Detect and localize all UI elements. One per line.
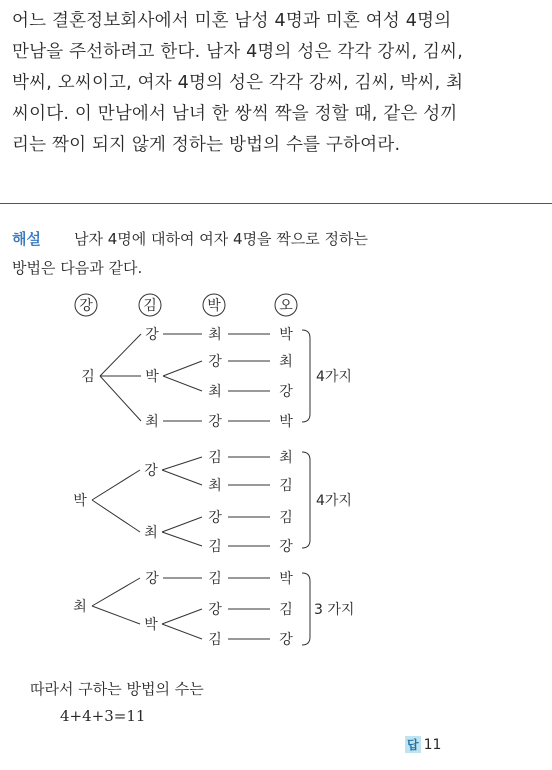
conclusion-text: 따라서 구하는 방법의 수는 [30, 680, 204, 698]
answer-value: 11 [423, 737, 442, 753]
tree-node: 강 [279, 632, 293, 648]
tree-node: 박 [144, 617, 158, 633]
header-gang: 강 [79, 298, 93, 314]
tree-node: 강 [279, 384, 293, 400]
tree-node: 강 [145, 327, 159, 343]
problem-line: 만남을 주선하려고 한다. 남자 4명의 성은 각각 강씨, 김씨, [12, 42, 464, 62]
group-count: 4가지 [316, 369, 352, 385]
tree-node: 강 [144, 463, 158, 479]
solution-intro-line2: 방법은 다음과 같다. [12, 259, 143, 277]
tree-node: 김 [279, 478, 293, 494]
tree-node: 강 [279, 539, 293, 555]
tree-node: 강 [208, 414, 222, 430]
tree-node: 최 [144, 525, 158, 541]
tree-node: 강 [208, 354, 222, 370]
tree-node: 김 [279, 602, 293, 618]
tree-root: 최 [73, 599, 87, 615]
tree-node: 박 [279, 571, 293, 587]
solution-intro-line1: 남자 4명에 대하여 여자 4명을 짝으로 정하는 [74, 230, 369, 248]
header-gim: 김 [143, 298, 157, 314]
tree-node: 김 [208, 571, 222, 587]
problem-line: 어느 결혼정보회사에서 미혼 남성 4명과 미혼 여성 4명의 [12, 11, 452, 31]
tree-root: 김 [81, 369, 95, 385]
tree-root: 박 [73, 493, 87, 509]
header-bak: 박 [207, 298, 221, 314]
tree-node: 최 [208, 478, 222, 494]
header-o: 오 [279, 298, 293, 314]
tree-node: 박 [145, 369, 159, 385]
tree-node: 김 [279, 510, 293, 526]
problem-line: 씨이다. 이 만남에서 남녀 한 쌍씩 짝을 정할 때, 같은 성끼 [12, 104, 458, 124]
tree-node: 박 [279, 327, 293, 343]
problem-line: 박씨, 오씨이고, 여자 4명의 성은 각각 강씨, 김씨, 박씨, 최 [12, 73, 464, 93]
answer-badge: 답 [407, 738, 419, 752]
tree-node: 최 [208, 384, 222, 400]
tree-node: 김 [208, 539, 222, 555]
tree-node: 최 [279, 354, 293, 370]
answer [405, 736, 441, 753]
tree-node: 강 [145, 571, 159, 587]
tree-node: 김 [208, 632, 222, 648]
tree-node: 강 [208, 602, 222, 618]
tree-node: 강 [208, 510, 222, 526]
tree-node: 박 [279, 414, 293, 430]
group-count: 3 가지 [314, 602, 355, 618]
problem-line: 리는 짝이 되지 않게 정하는 방법의 수를 구하여라. [12, 135, 401, 155]
tree-node: 김 [208, 450, 222, 466]
tree-node: 최 [279, 450, 293, 466]
tree-node: 최 [145, 414, 159, 430]
equation: 4+4+3=11 [60, 707, 146, 725]
solution-label: 해설 [12, 230, 41, 248]
tree-node: 최 [208, 327, 222, 343]
group-count: 4가지 [316, 493, 352, 509]
